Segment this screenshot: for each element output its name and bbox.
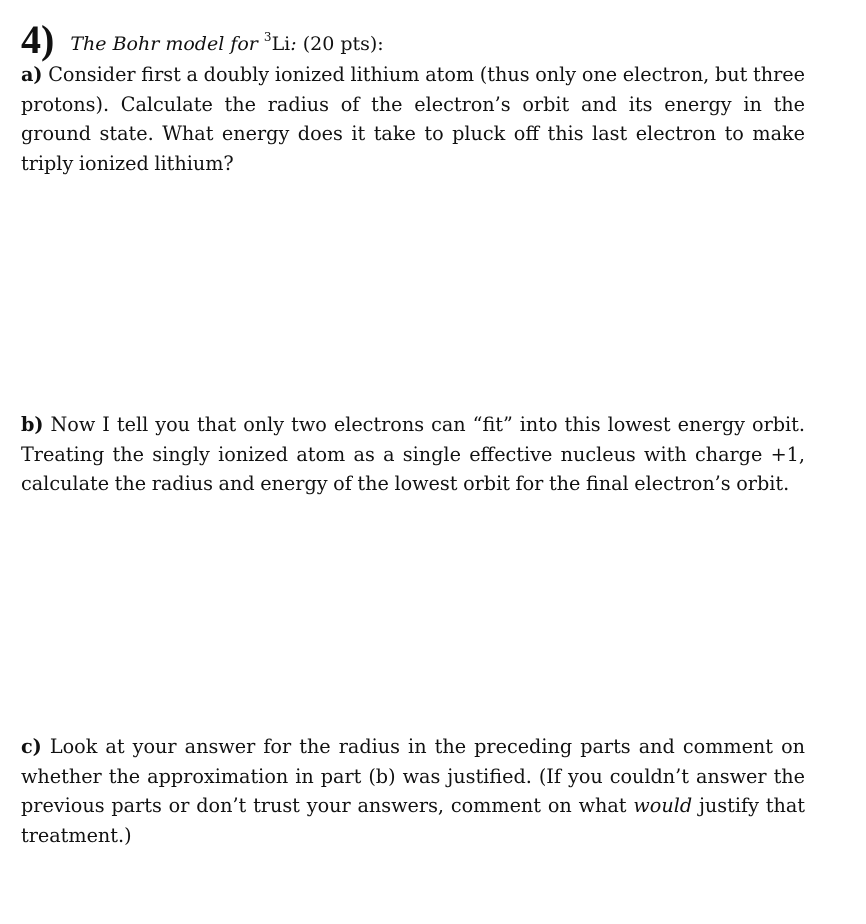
element-symbol: Li	[271, 33, 291, 55]
question-number: 4)	[21, 17, 55, 62]
part-c-text-before: Look at your answer for the radius in the preceding parts and comment on whether the approximation in part (b) was justified. (If you couldn’t answer the previous parts or don’t trust your answers, comment on what	[21, 735, 805, 818]
title-colon: :	[290, 33, 297, 55]
part-b-label: b)	[21, 413, 44, 436]
part-b-text: Now I tell you that only two electrons can “fit” into this lowest energy orbit. Treating the singly ionized atom as a single effective nucleus with charge +1, calculate the radius and energy of the lowest orbit for the final electron’s orbit.	[21, 413, 805, 496]
part-c-emphasis: would	[633, 794, 693, 818]
part-b	[21, 410, 805, 499]
points-label: (20 pts):	[302, 33, 384, 55]
question-title: The Bohr model for	[70, 33, 258, 55]
part-c-text-after: justify that treatment.)	[21, 794, 805, 848]
part-a-text: Consider first a doubly ionized lithium atom (thus only one electron, but three protons). Calculate the radius of the electron’s orbit and its energy in the ground state. What energy does it take to pluck off this last electron to make triply ionized lithium?	[21, 63, 805, 176]
part-a-label: a)	[21, 63, 43, 86]
isotope-mass-number: 3	[263, 30, 272, 44]
part-a	[21, 60, 805, 179]
question-heading	[21, 17, 384, 62]
part-c	[21, 732, 805, 851]
part-c-label: c)	[21, 735, 42, 758]
